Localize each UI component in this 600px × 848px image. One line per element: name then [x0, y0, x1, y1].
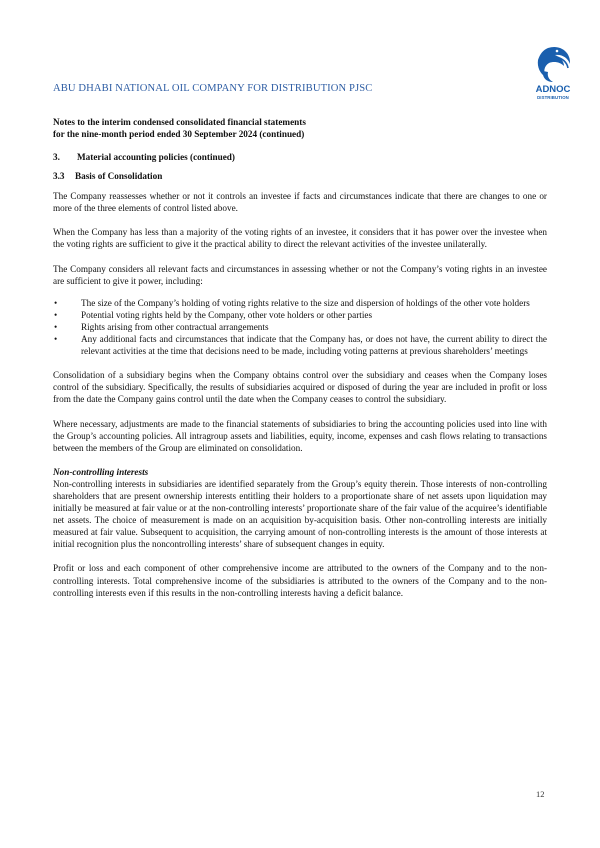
- subsection-title: Basis of Consolidation: [75, 171, 163, 182]
- notes-title: [53, 116, 306, 140]
- paragraph-nci-identification: Non-controlling interests in subsidiaries are identified separately from the Group’s equity therein. Those interests of non-controlling shareholders that are present ownership interests entitling their holders to a proportionate share of net assets upon liquidation may initially be measured at fair value or at the non-controlling interests’ proportionate share of the fair value of the acquiree’s identifiable net assets. The choice of measurement is made on an acquisition by-acquisition basis. Other non-controlling interests are initially measured at fair value. Subsequent to acquisition, the carrying amount of non-controlling interests is the amount of those interests at initial recognition plus the noncontrolling interests’ share of subsequent changes in equity.: [53, 478, 547, 550]
- logo-brand-text: ADNOC: [535, 84, 571, 95]
- falcon-logo-icon: [534, 44, 572, 84]
- company-name: ABU DHABI NATIONAL OIL COMPANY FOR DISTRIBUTION PJSC: [53, 83, 373, 94]
- list-item: • Potential voting rights held by the Company, other vote holders or other parties: [54, 309, 373, 320]
- document-body: [53, 151, 547, 611]
- logo-sub-text: DISTRIBUTION: [537, 95, 569, 100]
- list-item: • Rights arising from other contractual arrangements: [54, 321, 269, 332]
- page-number: 12: [536, 789, 545, 799]
- bullet-icon: •: [54, 334, 58, 345]
- bullet-icon: •: [54, 321, 58, 332]
- notes-title-line-1: Notes to the interim condensed consolidated financial statements: [53, 117, 306, 127]
- section-title: Material accounting policies (continued): [77, 152, 235, 162]
- subsection-heading: [53, 170, 547, 182]
- nci-heading: Non-controlling interests: [53, 466, 149, 477]
- paragraph-reassess-control: The Company reassesses whether or not it controls an investee if facts and circumstances indicate that there are changes to one or more of the three elements of control listed above.: [53, 191, 547, 214]
- paragraph-voting-rights-minority: When the Company has less than a majority of the voting rights of an investee, it considers that it has power over the investee when the voting rights are sufficient to give it the practical ability to direct the relevant activities of the investee unilaterally.: [53, 227, 547, 250]
- paragraph-relevant-facts: The Company considers all relevant facts and circumstances in assessing whether or not the Company’s voting rights in an investee are sufficient to give it power, including:: [53, 263, 547, 286]
- section-heading: [53, 151, 547, 163]
- paragraph-profit-attribution: Profit or loss and each component of other comprehensive income are attributed to the owners of the Company and to the non-controlling interests. Total comprehensive income of the subsidiaries is attributed to the owners of the Company and to the non-controlling interests even if this results in the non-controlling interests having a deficit balance.: [53, 563, 547, 598]
- adnoc-logo: [530, 44, 576, 110]
- control-factors-list: [53, 297, 547, 357]
- subsection-number: 3.3: [53, 171, 65, 182]
- list-item: • The size of the Company’s holding of voting rights relative to the size and dispersion of holdings of the other vote holders: [54, 297, 530, 308]
- paragraph-adjustments: Where necessary, adjustments are made to the financial statements of subsidiaries to bring the accounting policies used into line with the Group’s accounting policies. All intragroup assets and liabilities, equity, income, expenses and cash flows relating to transactions between the members of the Group are eliminated on consolidation.: [53, 418, 547, 453]
- paragraph-consolidation-begins: Consolidation of a subsidiary begins when the Company obtains control over the subsidiary and ceases when the Company loses control of the subsidiary. Specifically, the results of subsidiaries acquired or disposed of during the year are included in profit or loss from the date the Company gains control until the date when the Company ceases to control the subsidiary.: [53, 370, 547, 405]
- list-item: • Any additional facts and circumstances that indicate that the Company has, or does not have, the current ability to direct the relevant activities at the time that decisions need to be made, including voting patterns at previous shareholders’ meetings: [54, 334, 547, 357]
- section-number: 3.: [53, 152, 60, 162]
- bullet-icon: •: [54, 297, 58, 308]
- bullet-icon: •: [54, 309, 58, 320]
- notes-title-line-2: for the nine-month period ended 30 September 2024 (continued): [53, 129, 305, 139]
